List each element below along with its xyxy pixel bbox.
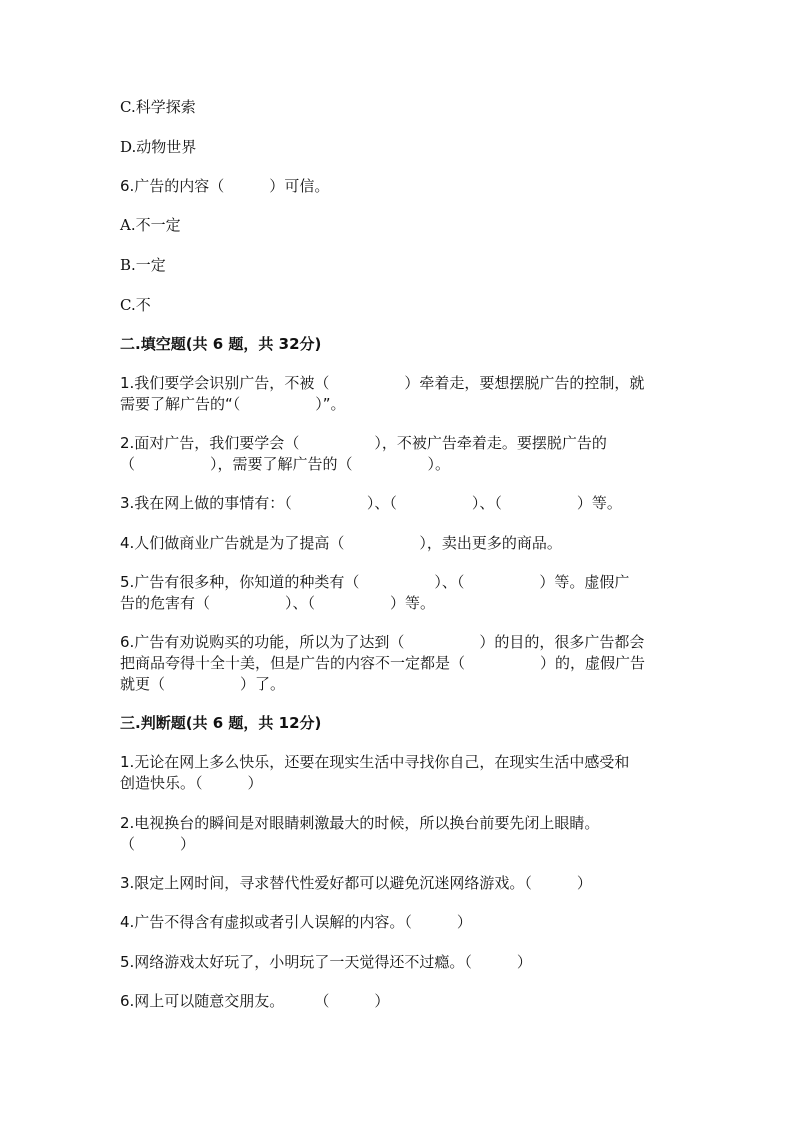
fill-q5-line1: 5.广告有很多种，你知道的种类有（ ）、（ ）等。虚假广 bbox=[120, 573, 630, 591]
option-c-science: C.科学探索 bbox=[120, 98, 196, 116]
question-6-option-c: C.不 bbox=[120, 296, 151, 314]
section-3-heading: 三.判断题(共 6 题，共 12分) bbox=[120, 714, 322, 732]
fill-q4: 4.人们做商业广告就是为了提高（ ），卖出更多的商品。 bbox=[120, 534, 562, 552]
fill-q3: 3.我在网上做的事情有：（ ）、（ ）、（ ）等。 bbox=[120, 494, 622, 512]
fill-q6-line3: 就更（ ）了。 bbox=[120, 675, 286, 693]
judge-q6: 6.网上可以随意交朋友。 （ ） bbox=[120, 992, 390, 1010]
fill-q2-line2: （ ），需要了解广告的（ ）。 bbox=[120, 455, 451, 473]
judge-q4: 4.广告不得含有虚拟或者引人误解的内容。（ ） bbox=[120, 913, 472, 931]
judge-q5: 5.网络游戏太好玩了，小明玩了一天觉得还不过瘾。（ ） bbox=[120, 953, 532, 971]
fill-q6-line1: 6.广告有劝说购买的功能，所以为了达到（ ）的目的，很多广告都会 bbox=[120, 633, 645, 651]
judge-q2-line1: 2.电视换台的瞬间是对眼睛刺激最大的时候，所以换台前要先闭上眼睛。 bbox=[120, 814, 600, 832]
judge-q1-line1: 1.无论在网上多么快乐，还要在现实生活中寻找你自己，在现实生活中感受和 bbox=[120, 753, 630, 771]
question-6-option-a: A.不一定 bbox=[120, 216, 181, 234]
fill-q5-line2: 告的危害有（ ）、（ ）等。 bbox=[120, 594, 436, 612]
judge-q3: 3.限定上网时间，寻求替代性爱好都可以避免沉迷网络游戏。（ ） bbox=[120, 874, 592, 892]
fill-q2-line1: 2.面对广告，我们要学会（ ），不被广告牵着走。要摆脱广告的 bbox=[120, 434, 607, 452]
option-d-animals: D.动物世界 bbox=[120, 138, 197, 156]
judge-q2-line2: （ ） bbox=[120, 835, 196, 853]
fill-q1-line1: 1.我们要学会识别广告，不被（ ）牵着走，要想摆脱广告的控制，就 bbox=[120, 374, 645, 392]
judge-q1-line2: 创造快乐。（ ） bbox=[120, 774, 263, 792]
fill-q6-line2: 把商品夸得十全十美，但是广告的内容不一定都是（ ）的，虚假广告 bbox=[120, 654, 646, 672]
question-6-option-b: B.一定 bbox=[120, 256, 166, 274]
fill-q1-line2: 需要了解广告的“（ ）”。 bbox=[120, 395, 346, 413]
question-6-stem: 6.广告的内容（ ）可信。 bbox=[120, 177, 330, 195]
section-2-heading: 二.填空题(共 6 题，共 32分) bbox=[120, 335, 322, 353]
